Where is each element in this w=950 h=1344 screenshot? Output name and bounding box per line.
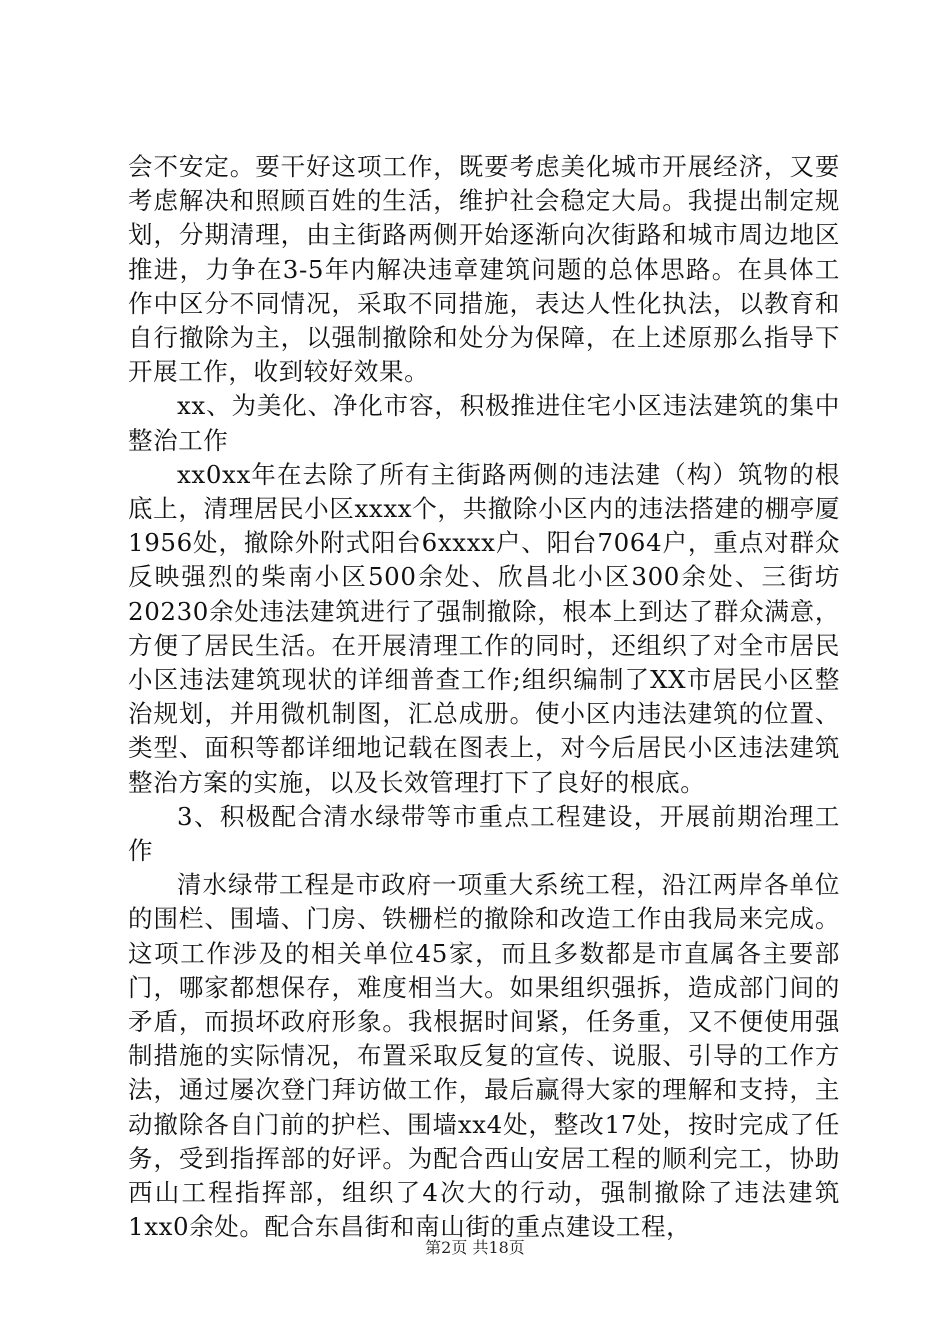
section-heading-residential: xx、为美化、净化市容，积极推进住宅小区违法建筑的集中整治工作 — [128, 391, 840, 455]
paragraph-continuation: 会不安定。要干好这项工作，既要考虑美化城市开展经济，又要考虑解决和照顾百姓的生活，维护社会稳定大局。我提出制定规划，分期清理，由主街路两侧开始逐渐向次街路和城市周边地区推进，力争在3-5年内解决违章建筑问题的总体思路。在具体工作中区分不同情况，采取不同措施，表达人性化执法，以教育和自行撤除为主，以强制撤除和处分为保障，在上述原那么指导下开展工作，收到较好效果。 — [128, 152, 840, 387]
paragraph-greenbelt-project: 清水绿带工程是市政府一项重大系统工程，沿江两岸各单位的围栏、围墙、门房、铁栅栏的撤除和改造工作由我局来完成。这项工作涉及的相关单位45家，而且多数都是市直属各主要部门，哪家都想保存，难度相当大。如果组织强拆，造成部门间的矛盾，而损坏政府形象。我根据时间紧，任务重，又不便使用强制措施的实际情况，布置采取反复的宣传、说服、引导的工作方法，通过屡次登门拜访做工作，最后赢得大家的理解和支持，主动撤除各自门前的护栏、围墙xx4处，整改17处，按时完成了任务，受到指挥部的好评。为配合西山安居工程的顺利完工，协助西山工程指挥部，组织了4次大的行动，强制撤除了违法建筑1xx0余处。配合东昌街和南山街的重点建设工程， — [128, 870, 840, 1242]
page-number-footer: 第2页 共18页 — [425, 1238, 525, 1257]
section-heading-greenbelt: 3、积极配合清水绿带等市重点工程建设，开展前期治理工作 — [128, 801, 840, 866]
paragraph-residential-cleanup: xx0xx年在去除了所有主街路两侧的违法建（构）筑物的根底上，清理居民小区xxxx个，共撤除小区内的违法搭建的棚亭厦1956处，撤除外附式阳台6xxxx户、阳台7064户，重点对群众反映强烈的柴南小区500余处、欣昌北小区300余处、三街坊20230余处违法建筑进行了强制撤除，根本上到达了群众满意，方便了居民生活。在开展清理工作的同时，还组织了对全市居民小区违法建筑现状的详细普查工作;组织编制了XX市居民小区整治规划，并用微机制图，汇总成册。使小区内违法建筑的位置、类型、面积等都详细地记载在图表上，对今后居民小区违法建筑整治方案的实施，以及长效管理打下了良好的根底。 — [128, 459, 840, 797]
document-body — [128, 150, 840, 1245]
